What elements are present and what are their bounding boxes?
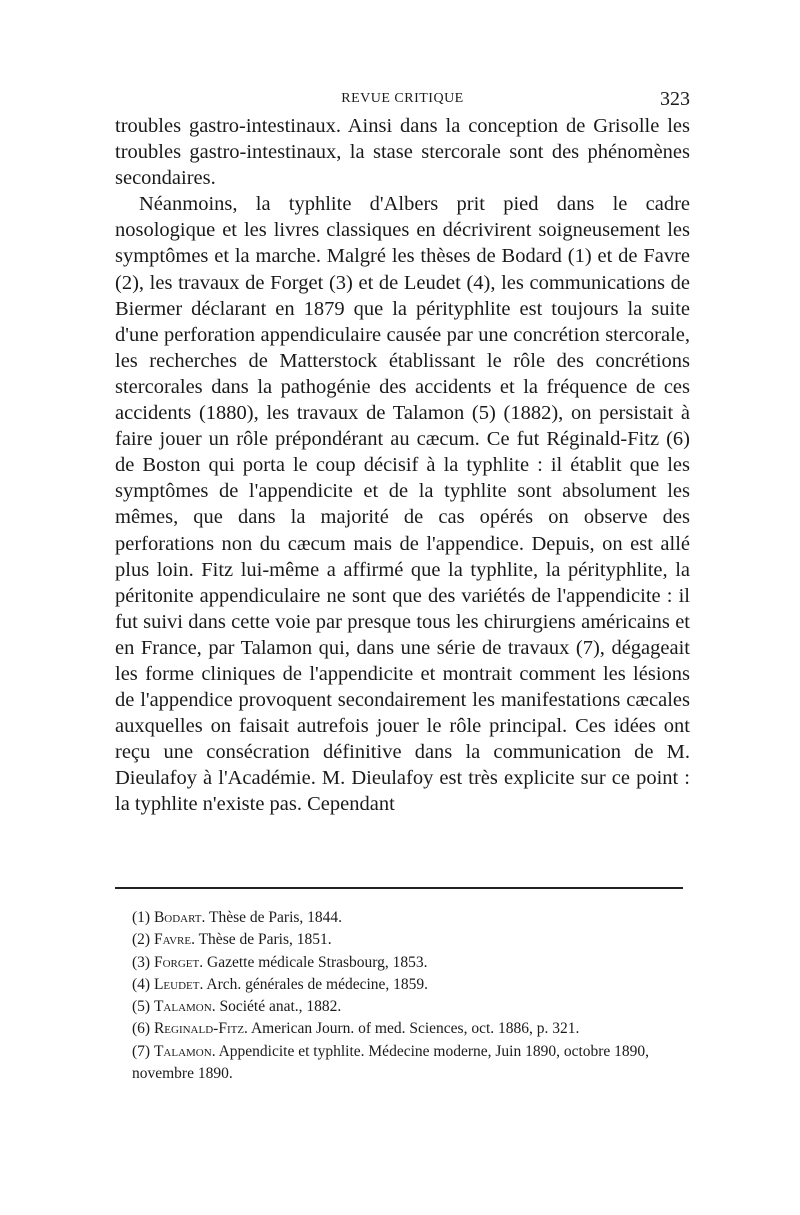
footnote-text: American Journ. of med. Sciences, oct. 1886, p. 321. bbox=[250, 1020, 580, 1038]
footnote bbox=[115, 996, 690, 1018]
footnote-author: Forget. bbox=[153, 953, 204, 971]
footnote-text: Gazette médicale Strasbourg, 1853. bbox=[207, 953, 428, 971]
footnote-text: Thèse de Paris, 1851. bbox=[198, 931, 332, 949]
page-header bbox=[115, 88, 690, 112]
footnote-number: (2) bbox=[132, 931, 151, 949]
footnote-text: Arch. générales de médecine, 1859. bbox=[206, 975, 429, 993]
footnote-text: Société anat., 1882. bbox=[219, 998, 342, 1016]
footnote-text: Appendicite et typhlite. Médecine moderne, Juin 1890, octobre 1890, novembre 1890. bbox=[132, 1042, 650, 1083]
footnote-author: Favre. bbox=[153, 931, 195, 949]
paragraph: Néanmoins, la typhlite d'Albers prit pied dans le cadre nosologique et les livres classiques en décrivirent soigneusement les symptômes et la marche. Malgré les thèses de Bodard (1) et de Favre (2), les travaux de Forget (3) et de Leudet (4), les communications de Biermer déclarant en 1879 que la pérityphlite est toujours la suite d'une perforation appendiculaire causée par une concrétion stercorale, les recherches de Matterstock établissant le rôle des concrétions stercorales dans la pathogénie des accidents et la fréquence de ces accidents (1880), les travaux de Talamon (5) (1882), on persistait à faire jouer un rôle prépondérant au cæcum. Ce fut Réginald-Fitz (6) de Boston qui porta le coup décisif à la typhlite : il établit que les symptômes de l'appendicite et de la typhlite sont absolument les mêmes, que dans la majorité de cas opérés on observe des perforations non du cæcum mais de l'appendice. Depuis, on est allé plus loin. Fitz lui-même a affirmé que la typhlite, la pérityphlite, la péritonite appendiculaire ne sont que des variétés de l'appendicite : il fut suivi dans cette voie par presque tous les chirurgiens américains et en France, par Talamon qui, dans une série de travaux (7), dégageait les forme cliniques de l'appendicite et montrait comment les lésions de l'appendice provoquent secondairement les manifestations cæcales auxquelles on faisait autrefois jouer le rôle principal. Ces idées ont reçu une consécration définitive dans la communication de M. Dieulafoy à l'Académie. M. Dieulafoy est très explicite sur ce point : la typhlite n'existe pas. Cependant bbox=[115, 193, 690, 816]
footnote-text: Thèse de Paris, 1844. bbox=[209, 909, 343, 926]
footnote-author: Bodart. bbox=[153, 909, 206, 926]
running-title: REVUE CRITIQUE bbox=[341, 91, 464, 106]
footnote bbox=[115, 1018, 690, 1040]
footnote bbox=[115, 907, 690, 929]
footnote-rule bbox=[115, 887, 683, 889]
footnote-number: (5) bbox=[132, 998, 151, 1016]
footnote-author: Reginald-Fitz. bbox=[153, 1020, 248, 1038]
footnote-number: (4) bbox=[132, 975, 151, 993]
footnote-number: (3) bbox=[132, 953, 151, 971]
footnote bbox=[115, 1041, 690, 1086]
footnote bbox=[115, 929, 690, 951]
footnote-author: Talamon. bbox=[153, 998, 216, 1016]
footnote-number: (7) bbox=[132, 1042, 151, 1060]
footnote-number: (6) bbox=[132, 1020, 151, 1038]
footnote bbox=[115, 952, 690, 974]
footnote-number: (1) bbox=[132, 909, 151, 926]
paragraph: troubles gastro-intestinaux. Ainsi dans la conception de Grisolle les troubles gastro-intestinaux, la stase stercorale sont des phénomènes secondaires. bbox=[115, 115, 690, 190]
footnote-author: Talamon. bbox=[153, 1042, 216, 1060]
page-number: 323 bbox=[660, 88, 690, 110]
footnote-author: Leudet. bbox=[153, 975, 204, 993]
body-text bbox=[115, 113, 690, 818]
footnotes bbox=[115, 907, 690, 1085]
footnote bbox=[115, 974, 690, 996]
